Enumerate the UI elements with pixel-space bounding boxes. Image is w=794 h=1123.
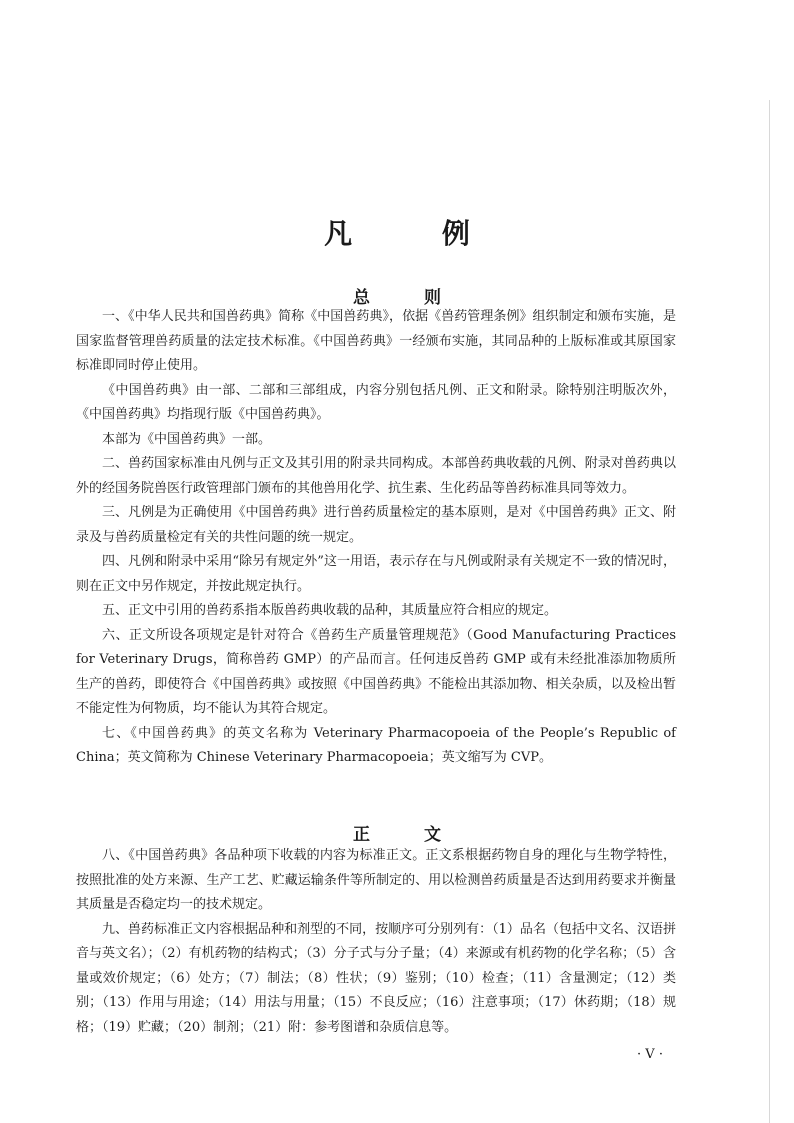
paragraph: 七、《中国兽药典》的英文名称为 Veterinary Pharmacopoeia of the People’s Republic of China；英文简称为 Chinese Veterinary Pharmacopoeia；英文缩写为 CVP。 [76,725,676,765]
paragraph: 本部为《中国兽药典》一部。 [102,431,272,447]
paragraph: 《中国兽药典》由一部、二部和三部组成，内容分别包括凡例、正文和附录。除特别注明版次外，《中国兽药典》均指现行版《中国兽药典》。 [76,382,676,422]
general-rules-body [76,305,676,771]
section-heading-general: 总 则 [353,288,465,309]
paragraph: 五、正文中引用的兽药系指本版兽药典收载的品种，其质量应符合相应的规定。 [102,603,558,618]
paragraph: 九、兽药标准正文内容根据品种和剂型的不同，按顺序可分别列有：（1）品名（包括中文名、汉语拼音与英文名）；（2）有机药物的结构式；（3）分子式与分子量；（4）来源或有机药物的化学名称；（5）含量或效价规定；（6）处方；（7）制法；（8）性状；（9）鉴别；（10）检查；（11）含量测定；（12）类别；（13）作用与用途；（14）用法与用量；（15）不良反应；（16）注意事项；（17）休药期；（18）规格；（19）贮藏；（20）制剂；（21）附：参考图谱和杂质信息等。 [76,921,676,1035]
section-heading-main-text: 正 文 [353,825,465,846]
paragraph: 三、凡例是为正确使用《中国兽药典》进行兽药质量检定的基本原则，是对《中国兽药典》正文、附录及与兽药质量检定有关的共性问题的统一规定。 [76,505,676,545]
page-number: · V · [637,1047,663,1062]
paragraph: 六、正文所设各项规定是针对符合《兽药生产质量管理规范》（Good Manufacturing Practices for Veterinary Drugs，简称兽药 GMP）的产品而言。任何违反兽药 GMP 或有未经批准添加物质所生产的兽药，即使符合《中国兽药典》或按照《中国兽药典》不能检出其添加物、相关杂质，以及检出暂不能定性为何物质，均不能认为其符合规定。 [76,627,676,716]
paragraph: 一、《中华人民共和国兽药典》简称《中国兽药典》，依据《兽药管理条例》组织制定和颁布实施，是国家监督管理兽药质量的法定技术标准。《中国兽药典》一经颁布实施，其同品种的上版标准或其原国家标准即同时停止使用。 [76,309,676,373]
paragraph: 四、凡例和附录中采用“除另有规定外”这一用语，表示存在与凡例或附录有关规定不一致的情况时，则在正文中另作规定，并按此规定执行。 [76,554,676,594]
main-text-body [76,844,676,1040]
page-title: 凡 例 [324,216,510,250]
paragraph: 二、兽药国家标准由凡例与正文及其引用的附录共同构成。本部兽药典收载的凡例、附录对兽药典以外的经国务院兽医行政管理部门颁布的其他兽用化学、抗生素、生化药品等兽药标准具同等效力。 [76,456,676,496]
paragraph: 八、《中国兽药典》各品种项下收载的内容为标准正文。正文系根据药物自身的理化与生物学特性，按照批准的处方来源、生产工艺、贮藏运输条件等所制定的、用以检测兽药质量是否达到用药要求并衡量其质量是否稳定均一的技术规定。 [76,848,676,912]
